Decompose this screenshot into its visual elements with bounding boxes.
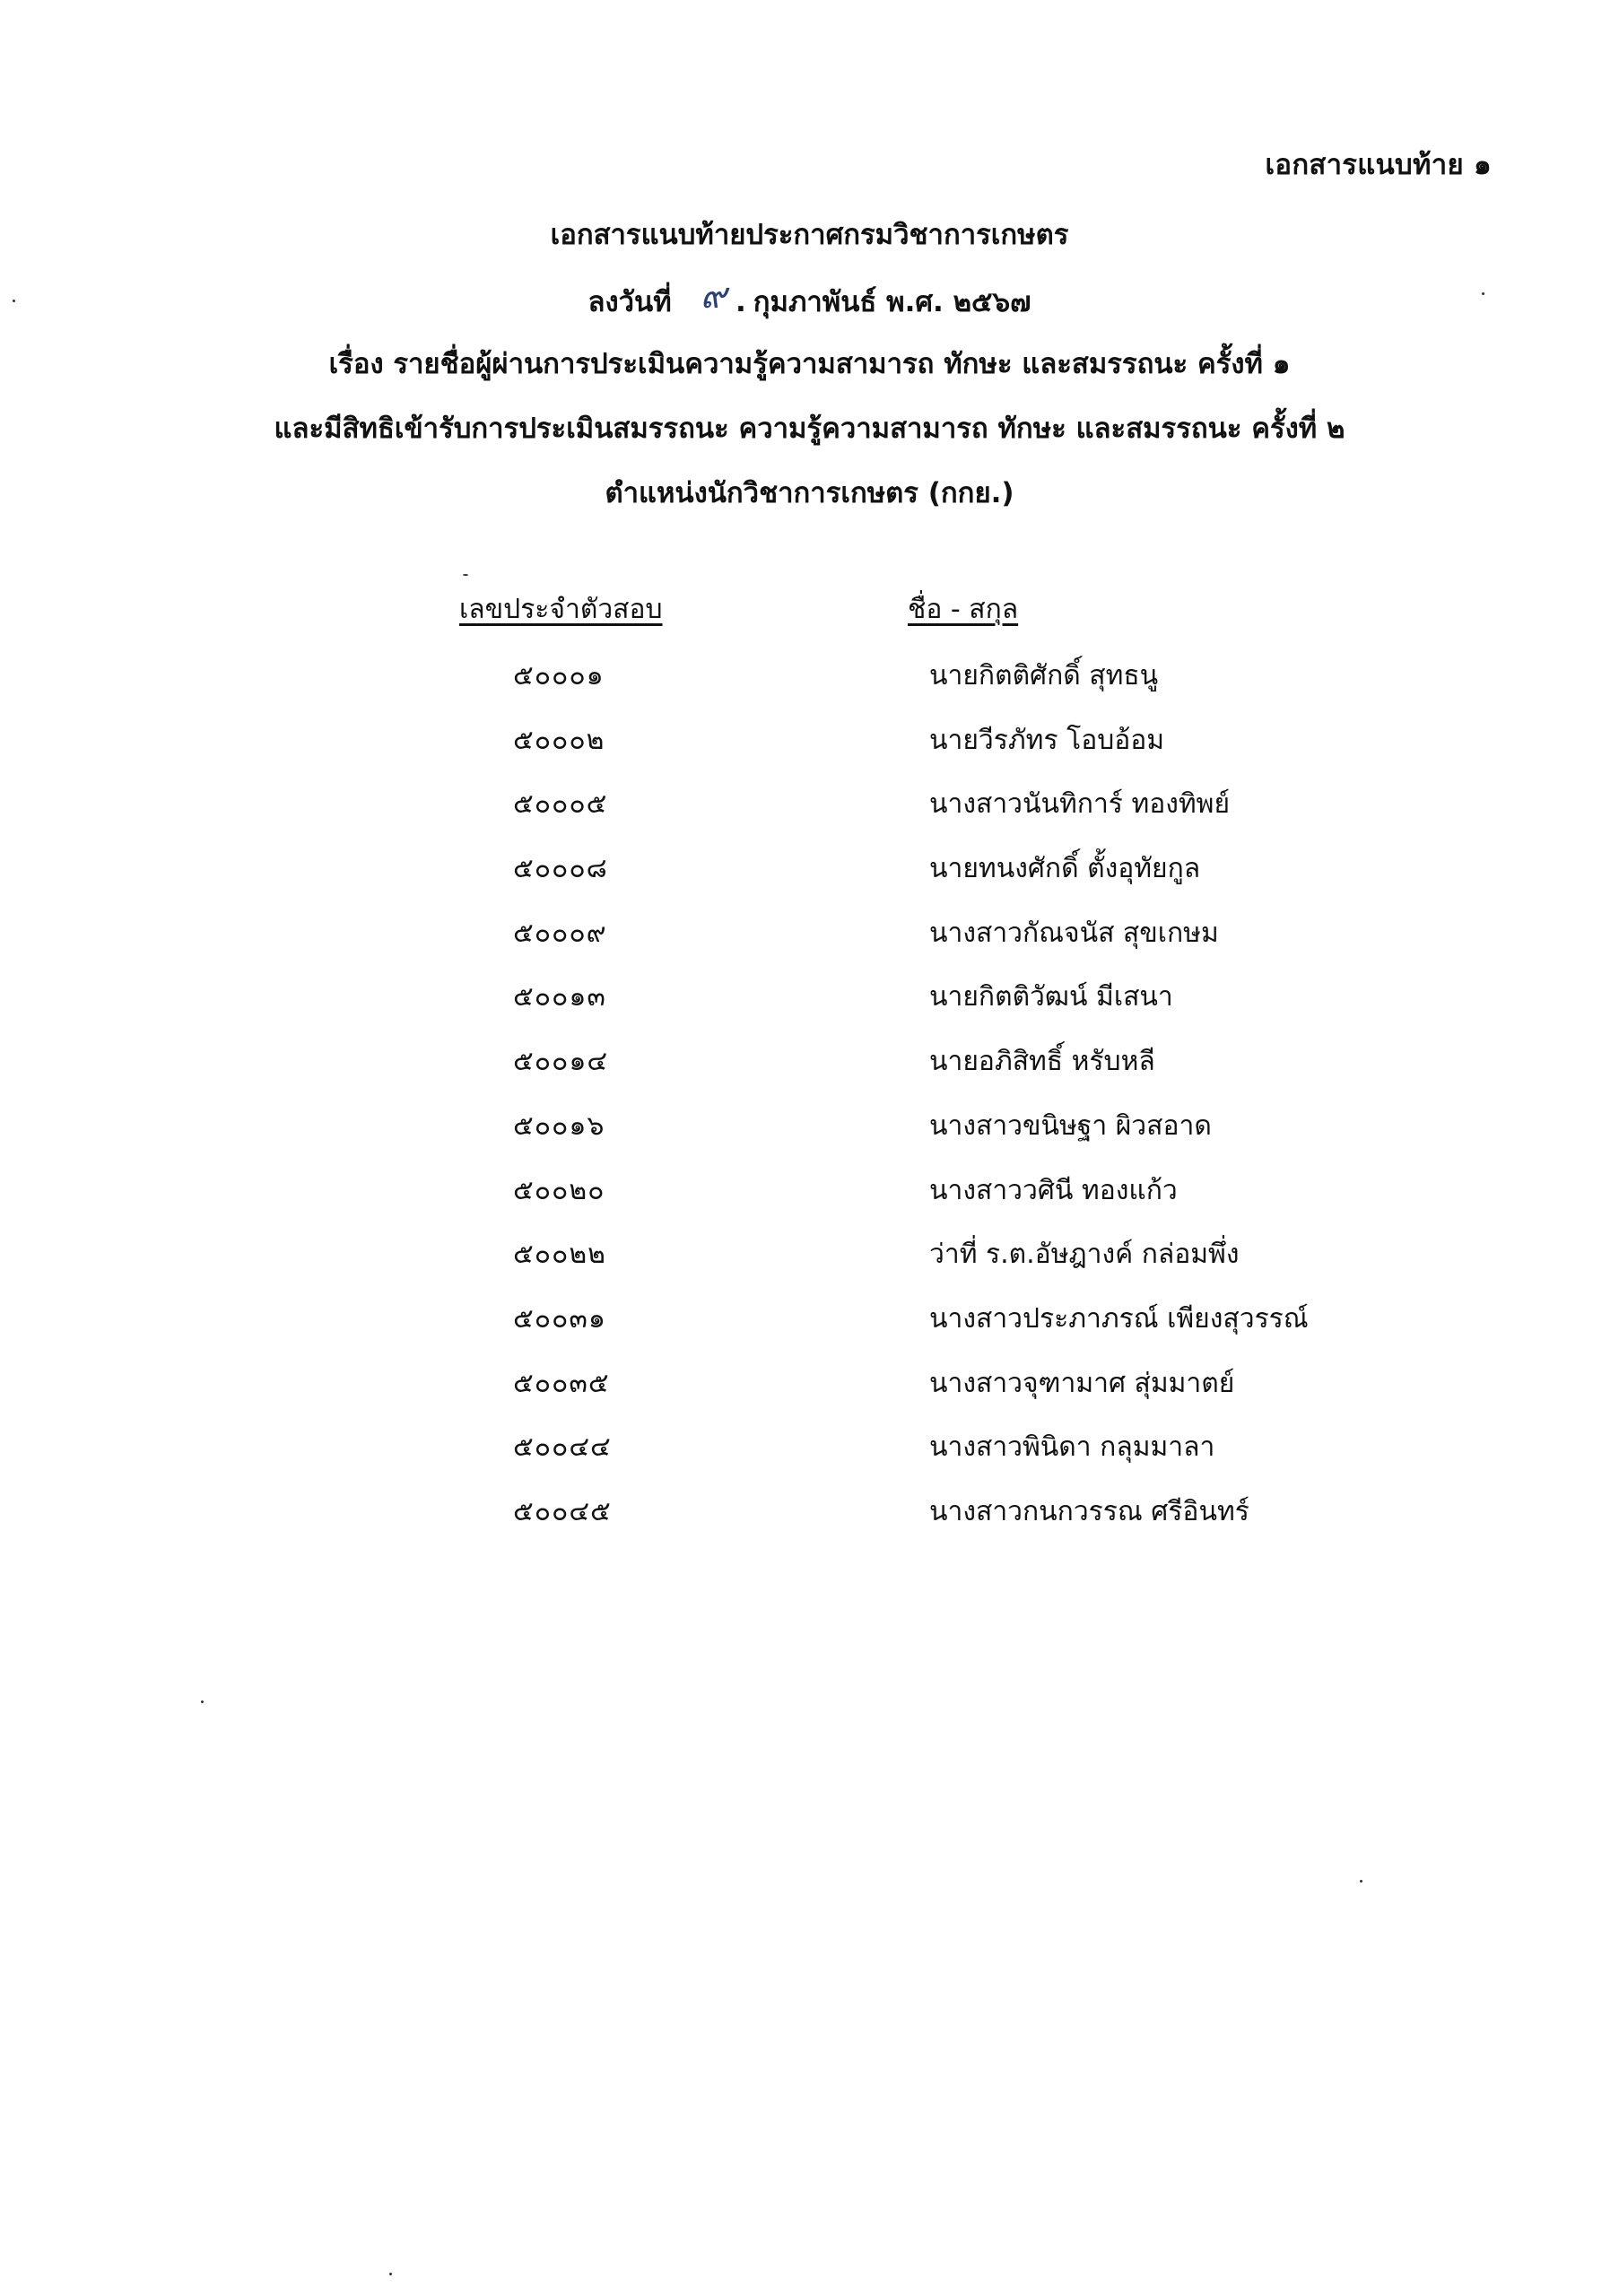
list-item [0,1298,1619,1362]
candidate-name: นางสาวนันทิการ์ ทองทิพย์ [929,788,1231,821]
list-item [0,1105,1619,1170]
handwritten-day: ๙ [700,275,727,317]
announcement-heading [0,203,1619,526]
column-header-exam-id: เลขประจำตัวสอบ [459,594,663,625]
exam-id: ๕๐๐๑๔ [513,1046,609,1078]
list-item [0,912,1619,977]
candidate-name: นางสาวพินิดา กลุมมาลา [929,1431,1215,1464]
candidate-name: ว่าที่ ร.ต.อัษฎางค์ กล่อมพึ่ง [929,1239,1240,1271]
candidate-name: นายทนงศักดิ์ ตั้งอุทัยกูล [929,853,1201,885]
scan-speck [389,2273,392,2275]
candidate-name: นายกิตติศักดิ์ สุทธนู [929,660,1159,691]
heading-subject-continued: และมีสิทธิเข้ารับการประเมินสมรรถนะ ความรู้ความสามารถ ทักษะ และสมรรถนะ ครั้งที่ ๒ [274,413,1345,445]
exam-id: ๕๐๐๐๒ [513,724,605,756]
candidate-name: นายอภิสิทธิ์ หรับหลี [929,1046,1155,1078]
candidate-name: นางสาวจุฑามาศ สุ่มมาตย์ [929,1367,1235,1399]
candidate-name: นางสาวขนิษฐา ผิวสอาด [929,1109,1212,1142]
exam-id: ๕๐๐๑๖ [513,1109,605,1142]
list-item [0,655,1619,719]
exam-id: ๕๐๐๒๒ [513,1239,606,1271]
exam-id: ๕๐๐๐๑ [513,660,605,691]
exam-id: ๕๐๐๔๕ [513,1495,612,1527]
candidate-name: นางสาววศินี ทองแก้ว [929,1174,1178,1206]
list-item [0,1040,1619,1105]
scan-speck [1482,292,1484,295]
list-item [0,1233,1619,1298]
date-dot: . [735,286,746,318]
scan-speck [1360,1880,1362,1883]
candidate-name: นายกิตติวัฒน์ มีเสนา [929,981,1173,1013]
heading-title: เอกสารแนบท้ายประกาศกรมวิชาการเกษตร [550,219,1069,251]
list-item [0,783,1619,848]
exam-id: ๕๐๐๐๙ [513,917,607,949]
candidate-name: นางสาวกนกวรรณ ศรีอินทร์ [929,1495,1249,1527]
candidate-name: นางสาวกัณจนัส สุขเกษม [929,917,1219,949]
list-item [0,1426,1619,1491]
exam-id: ๕๐๐๒๐ [513,1174,605,1206]
scan-speck [463,574,468,576]
heading-subject: เรื่อง รายชื่อผู้ผ่านการประเมินความรู้ความสามารถ ทักษะ และสมรรถนะ ครั้งที่ ๑ [328,348,1291,380]
exam-id: ๕๐๐๓๕ [513,1367,610,1399]
exam-id: ๕๐๐๓๑ [513,1302,606,1335]
list-item [0,719,1619,784]
heading-position: ตำแหน่งนักวิชาการเกษตร (กกย.) [605,477,1014,509]
exam-id: ๕๐๐๐๘ [513,853,608,885]
exam-id: ๕๐๐๐๕ [513,788,608,821]
scan-speck [13,300,15,302]
list-item [0,1170,1619,1234]
list-item [0,1362,1619,1427]
date-month-year: กุมภาพันธ์ พ.ศ. ๒๕๖๗ [753,286,1031,318]
list-item [0,976,1619,1040]
candidate-name: นายวีรภัทร โอบอ้อม [929,724,1165,756]
heading-date [0,267,1619,332]
candidate-list [0,655,1619,1555]
column-header-full-name: ชื่อ - สกุล [908,594,1019,625]
candidate-name: นางสาวประภาภรณ์ เพียงสุวรรณ์ [929,1302,1309,1335]
attachment-label: เอกสารแนบท้าย ๑ [1265,149,1492,181]
list-item [0,848,1619,912]
date-prefix: ลงวันที่ [588,286,672,318]
scan-speck [201,1700,204,1703]
exam-id: ๕๐๐๔๔ [513,1431,612,1464]
list-item [0,1491,1619,1555]
exam-id: ๕๐๐๑๓ [513,981,606,1013]
